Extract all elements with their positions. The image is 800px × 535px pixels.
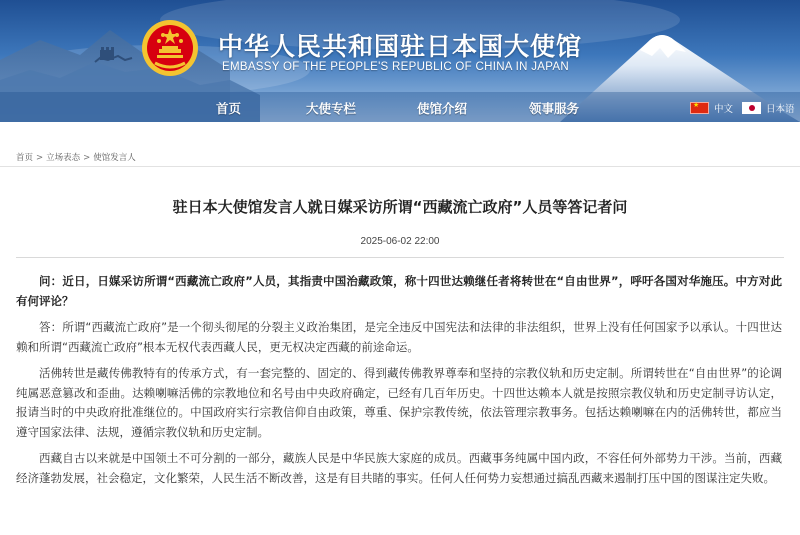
article-paragraph: 西藏自古以来就是中国领土不可分割的一部分，藏族人民是中华民族大家庭的成员。西藏事务纯属中国内政，不容任何外部势力干涉。当前，西藏经济蓬勃发展，社会稳定，文化繁荣，人民生活不断改善，这是有目共睹的事实。任何人任何势力妄想通过搞乱西藏来遏制打压中国的图谋注定失败。 (16, 451, 782, 485)
embassy-title-en: EMBASSY OF THE PEOPLE'S REPUBLIC OF CHINA IN JAPAN (222, 61, 569, 73)
nav-embassy-intro[interactable]: 使馆介绍 (417, 101, 468, 116)
lang-japanese-label: 日本语 (766, 104, 795, 115)
article-divider (16, 257, 784, 258)
header-banner (0, 0, 800, 122)
breadcrumb-divider (0, 166, 800, 167)
main-nav (0, 96, 800, 122)
article-title: 驻日本大使馆发言人就日媒采访所谓“西藏流亡政府”人员等答记者问 (172, 198, 628, 216)
lang-japanese[interactable] (742, 101, 795, 115)
article-body (16, 272, 782, 495)
article-date: 2025-06-02 22:00 (360, 236, 440, 247)
national-emblem-icon (141, 19, 199, 77)
breadcrumb-separator: > (83, 153, 91, 163)
article-paragraph: 答：所谓“西藏流亡政府”是一个彻头彻尾的分裂主义政治集团，是完全违反中国宪法和法律的非法组织，世界上没有任何国家予以承认。十四世达赖和所谓“西藏流亡政府”根本无权代表西藏人民，更无权决定西藏的前途命运。 (16, 320, 782, 354)
breadcrumb-home[interactable]: 首页 (16, 153, 34, 163)
article-paragraph-question: 问：近日，日媒采访所谓“西藏流亡政府”人员，其指责中国治藏政策，称十四世达赖继任者将转世在“自由世界”，呼吁各国对华施压。中方对此有何评论？ (16, 274, 782, 308)
breadcrumb-spokesperson[interactable]: 使馆发言人 (93, 153, 136, 163)
lang-chinese[interactable] (690, 101, 733, 115)
embassy-title-cn: 中华人民共和国驻日本国大使馆 (218, 32, 583, 61)
breadcrumb (16, 151, 136, 163)
breadcrumb-separator: > (36, 153, 44, 163)
nav-consular-services[interactable]: 领事服务 (529, 101, 580, 116)
nav-home[interactable]: 首页 (216, 101, 242, 116)
article-paragraph: 活佛转世是藏传佛教特有的传承方式，有一套完整的、固定的、得到藏传佛教界尊奉和坚持的宗教仪轨和历史定制。所谓转世在“自由世界”的论调纯属恶意篡改和歪曲。达赖喇嘛活佛的宗教地位和名号由中央政府确定，已经有几百年历史。十四世达赖本人就是按照宗教仪轨和历史定制寻访认定，报请当时的中央政府批准继位的。中国政府实行宗教信仰自由政策，尊重、保护宗教传统，依法管理宗教事务。包括达赖喇嘛在内的活佛转世，都应当遵守国家法律、法规，遵循宗教仪轨和历史定制。 (16, 366, 782, 439)
lang-chinese-label: 中文 (714, 104, 734, 115)
china-flag-icon (690, 102, 709, 114)
japan-flag-icon (742, 102, 761, 114)
nav-ambassador-column[interactable]: 大使专栏 (306, 101, 357, 116)
breadcrumb-position[interactable]: 立场表态 (46, 153, 81, 163)
